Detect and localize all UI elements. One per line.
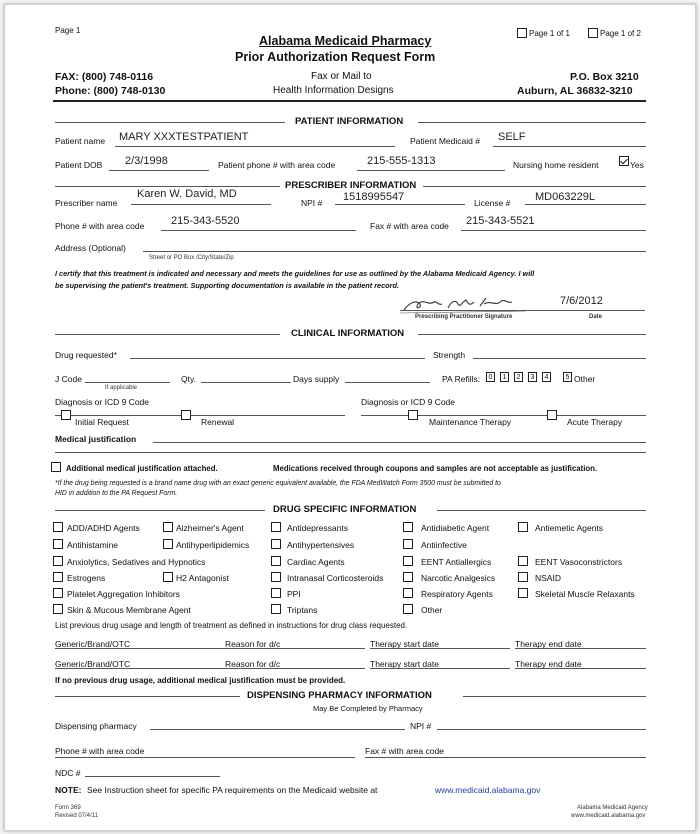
pharmacy-phone-line[interactable]	[55, 757, 355, 758]
prescriber-name-value[interactable]: Karen W. David, MD	[137, 188, 237, 200]
qty-line[interactable]	[201, 382, 291, 383]
prescriber-section-title: PRESCRIBER INFORMATION	[285, 180, 417, 191]
generic-line-1[interactable]	[55, 648, 225, 649]
antidiabetic-checkbox[interactable]	[403, 522, 413, 532]
justification-line[interactable]	[153, 442, 646, 443]
section-rule	[55, 334, 280, 335]
section-rule	[55, 186, 280, 187]
refill-box-5[interactable]: 5	[563, 372, 572, 382]
start-label-2: Therapy start date	[370, 659, 439, 669]
antihistamine-checkbox[interactable]	[53, 539, 63, 549]
patient-phone-value[interactable]: 215-555-1313	[367, 155, 436, 167]
antihyperlipidemics-label: Antihyperlipidemics	[176, 540, 250, 550]
reason-line-1[interactable]	[225, 648, 365, 649]
npi-label: NPI #	[301, 198, 323, 208]
prescriber-phone-label: Phone # with area code	[55, 221, 145, 231]
header-rule	[53, 100, 646, 102]
field-line	[357, 170, 505, 171]
refill-box-0[interactable]: 0	[486, 372, 495, 382]
field-line	[161, 230, 356, 231]
add-adhd-label: ADD/ADHD Agents	[67, 523, 140, 533]
maintenance-therapy-label: Maintenance Therapy	[429, 417, 512, 427]
drug-requested-line[interactable]	[130, 358, 425, 359]
city-zip: Auburn, AL 36832-3210	[517, 85, 633, 97]
drug-requested-label: Drug requested*	[55, 350, 117, 360]
antihypertensives-label: Antihypertensives	[287, 540, 355, 550]
initial-request-checkbox[interactable]	[61, 410, 71, 420]
reason-label-1: Reason for d/c	[225, 639, 281, 649]
page-1-of-2-label: Page 1 of 2	[600, 29, 641, 38]
end-label-2: Therapy end date	[515, 659, 582, 669]
end-label-1: Therapy end date	[515, 639, 582, 649]
signature-line	[400, 310, 645, 311]
ndc-line[interactable]	[85, 776, 220, 777]
antiemetic-label: Antiemetic Agents	[535, 523, 604, 533]
pharmacy-phone-label: Phone # with area code	[55, 746, 145, 756]
form-revised: Revised 07/4/11	[55, 813, 98, 819]
drug-specific-section-title: DRUG SPECIFIC INFORMATION	[273, 504, 417, 515]
renewal-checkbox[interactable]	[181, 410, 191, 420]
section-rule	[55, 122, 285, 123]
pharmacy-fax-line[interactable]	[365, 757, 646, 758]
pa-refills-label: PA Refills:	[442, 374, 481, 384]
refill-box-4[interactable]: 4	[542, 372, 551, 382]
note-text: See Instruction sheet for specific PA requirements on the Medicaid website at	[87, 785, 378, 795]
anxiolytics-label: Anxiolytics, Sedatives and Hypnotics	[67, 557, 206, 567]
strength-label: Strength	[433, 350, 466, 360]
cardiac-agents-label: Cardiac Agents	[287, 557, 345, 567]
jcode-line[interactable]	[85, 382, 170, 383]
prescriber-signature-image	[400, 292, 530, 316]
start-line-1[interactable]	[370, 648, 510, 649]
npi-value[interactable]: 1518995547	[343, 191, 405, 203]
eent-antiallergics-label: EENT Antiallergics	[421, 557, 492, 567]
pharmacy-npi-line[interactable]	[437, 729, 646, 730]
clinical-section-title: CLINICAL INFORMATION	[291, 328, 405, 339]
pharmacy-fax-label: Fax # with area code	[365, 746, 444, 756]
prescriber-phone-value[interactable]: 215-343-5520	[171, 215, 240, 227]
field-line	[115, 146, 395, 147]
generic-line-2[interactable]	[55, 668, 225, 669]
antidepressants-checkbox[interactable]	[271, 522, 281, 532]
other-drug-checkbox[interactable]	[403, 604, 413, 614]
footnote-1: *If the drug being requested is a brand name drug with an exact generic equivalent available, the FDA MedWatch Form 3500 must be submitted to	[55, 480, 501, 487]
dispensing-section-title: DISPENSING PHARMACY INFORMATION	[247, 690, 432, 701]
start-line-2[interactable]	[370, 668, 510, 669]
estrogens-label: Estrogens	[67, 573, 106, 583]
respiratory-agents-checkbox[interactable]	[403, 588, 413, 598]
note-label: NOTE:	[55, 785, 82, 795]
antidepressants-label: Antidepressants	[287, 523, 348, 533]
strength-line[interactable]	[473, 358, 646, 359]
ppi-label: PPI	[287, 589, 301, 599]
cardiac-agents-checkbox[interactable]	[271, 556, 281, 566]
patient-phone-label: Patient phone # with area code	[218, 160, 336, 170]
antiinfective-checkbox[interactable]	[403, 539, 413, 549]
ndc-label: NDC #	[55, 768, 81, 778]
start-label-1: Therapy start date	[370, 639, 439, 649]
skin-mucous-label: Skin & Mucous Membrane Agent	[67, 605, 191, 615]
section-rule	[423, 186, 646, 187]
patient-name-value[interactable]: MARY XXXTESTPATIENT	[119, 131, 249, 143]
platelet-label: Platelet Aggregation Inhibitors	[67, 589, 180, 599]
antihistamine-label: Antihistamine	[67, 540, 119, 550]
license-label: License #	[474, 198, 511, 208]
estrogens-checkbox[interactable]	[53, 572, 63, 582]
diagnosis-left-line[interactable]	[55, 415, 345, 416]
address-line[interactable]	[143, 251, 646, 252]
qty-label: Qty.	[181, 374, 196, 384]
days-supply-label: Days supply	[293, 374, 340, 384]
field-line	[109, 170, 209, 171]
license-value[interactable]: MD063229L	[535, 191, 595, 203]
diagnosis-right-line[interactable]	[361, 415, 646, 416]
skin-mucous-checkbox[interactable]	[53, 604, 63, 614]
section-rule	[418, 334, 646, 335]
field-line	[335, 204, 465, 205]
antidiabetic-label: Antidiabetic Agent	[421, 523, 490, 533]
renewal-label: Renewal	[201, 417, 235, 427]
patient-dob-label: Patient DOB	[55, 160, 103, 170]
antihypertensives-checkbox[interactable]	[271, 539, 281, 549]
refill-box-1[interactable]: 1	[500, 372, 509, 382]
narcotic-analgesics-checkbox[interactable]	[403, 572, 413, 582]
alzheimers-checkbox[interactable]	[163, 522, 173, 532]
prescriber-fax-value[interactable]: 215-343-5521	[466, 215, 535, 227]
certify-text-2: be supervising the patient's treatment. Supporting documentation is available in the patient record.	[55, 281, 399, 290]
respiratory-agents-label: Respiratory Agents	[421, 589, 493, 599]
generic-label-2: Generic/Brand/OTC	[55, 659, 131, 669]
nsaid-checkbox[interactable]	[518, 572, 528, 582]
acute-therapy-label: Acute Therapy	[567, 417, 623, 427]
page-1-of-2-checkbox[interactable]	[588, 28, 598, 38]
add-adhd-checkbox[interactable]	[53, 522, 63, 532]
section-rule	[55, 696, 240, 697]
nursing-home-checkbox[interactable]	[619, 156, 629, 166]
form-title: Alabama Medicaid Pharmacy	[259, 34, 432, 48]
patient-section-title: PATIENT INFORMATION	[295, 116, 404, 127]
org-name: Health Information Designs	[273, 85, 394, 96]
prescriber-fax-label: Fax # with area code	[370, 221, 449, 231]
page-1-of-1-checkbox[interactable]	[517, 28, 527, 38]
dispensing-pharmacy-label: Dispensing pharmacy	[55, 721, 137, 731]
footnote-2: HID in addition to the PA Request Form.	[55, 490, 178, 497]
form-number: Form 369	[55, 805, 81, 811]
reason-label-2: Reason for d/c	[225, 659, 281, 669]
if-applicable-hint: If applicable	[105, 385, 138, 391]
section-rule	[437, 510, 646, 511]
medical-justification-label: Medical justification	[55, 434, 137, 444]
other-drug-label: Other	[421, 605, 443, 615]
phone-number: Phone: (800) 748-0130	[55, 85, 166, 97]
form-subtitle: Prior Authorization Request Form	[235, 50, 436, 64]
initial-request-label: Initial Request	[75, 417, 129, 427]
ppi-checkbox[interactable]	[271, 588, 281, 598]
diagnosis-right-label: Diagnosis or ICD 9 Code	[361, 397, 456, 407]
triptans-checkbox[interactable]	[271, 604, 281, 614]
additional-justification-label: Additional medical justification attached.	[66, 464, 218, 473]
antiinfective-label: Antiinfective	[421, 540, 467, 550]
medicaid-website-link[interactable]: www.medicaid.alabama.gov	[435, 785, 541, 795]
pharmacy-npi-label: NPI #	[410, 721, 432, 731]
h2-antagonist-checkbox[interactable]	[163, 572, 173, 582]
section-rule	[418, 122, 646, 123]
end-line-1[interactable]	[515, 648, 646, 649]
field-line	[493, 146, 646, 147]
refill-box-2[interactable]: 2	[514, 372, 523, 382]
skeletal-muscle-label: Skeletal Muscle Relaxants	[535, 589, 635, 599]
jcode-label: J Code	[55, 374, 82, 384]
date-label: Date	[589, 314, 603, 320]
generic-label-1: Generic/Brand/OTC	[55, 639, 131, 649]
coupons-note: Medications received through coupons and samples are not acceptable as justification.	[273, 464, 598, 473]
certify-text-1: I certify that this treatment is indicated and necessary and meets the guidelines for use as outlined by the Alabama Medicaid Agency. I will	[55, 269, 535, 278]
additional-justification-checkbox[interactable]	[51, 462, 61, 472]
agency-name: Alabama Medicaid Agency	[577, 805, 648, 811]
list-previous-usage: List previous drug usage and length of treatment as defined in instructions for drug class requested.	[55, 621, 408, 630]
nsaid-label: NSAID	[535, 573, 561, 583]
signature-label: Prescribing Practitioner Signature	[415, 314, 513, 320]
section-rule	[55, 510, 265, 511]
dispensing-pharmacy-line[interactable]	[150, 729, 405, 730]
fax-mail-to: Fax or Mail to	[311, 71, 372, 82]
triptans-label: Triptans	[287, 605, 318, 615]
diagnosis-left-label: Diagnosis or ICD 9 Code	[55, 397, 150, 407]
address-label: Address (Optional)	[55, 243, 126, 253]
end-line-2[interactable]	[515, 668, 646, 669]
pa-form-page	[4, 4, 696, 831]
eent-vasoconstrictors-label: EENT Vasoconstrictors	[535, 557, 623, 567]
h2-antagonist-label: H2 Antagonist	[176, 573, 229, 583]
field-line	[461, 230, 646, 231]
signature-date-value[interactable]: 7/6/2012	[560, 295, 603, 307]
page-label: Page 1	[55, 26, 81, 35]
field-line	[525, 204, 646, 205]
days-supply-line[interactable]	[345, 382, 430, 383]
page-1-of-1-label: Page 1 of 1	[529, 29, 570, 38]
nursing-home-label: Nursing home resident	[513, 160, 599, 170]
justification-line[interactable]	[55, 452, 646, 453]
prescriber-name-label: Prescriber name	[55, 198, 118, 208]
narcotic-analgesics-label: Narcotic Analgesics	[421, 573, 496, 583]
agency-website: www.medicaid.alabama.gov	[571, 813, 646, 819]
alzheimers-label: Alzheimer's Agent	[176, 523, 244, 533]
address-hint: Street or PO Box /City/State/Zip	[149, 255, 234, 261]
patient-medicaid-label: Patient Medicaid #	[410, 136, 480, 146]
antiemetic-checkbox[interactable]	[518, 522, 528, 532]
intranasal-label: Intranasal Corticosteroids	[287, 573, 384, 583]
eent-vasoconstrictors-checkbox[interactable]	[518, 556, 528, 566]
patient-name-label: Patient name	[55, 136, 106, 146]
patient-dob-value[interactable]: 2/3/1998	[125, 155, 168, 167]
section-rule	[463, 696, 646, 697]
no-previous-usage-note: If no previous drug usage, additional medical justification must be provided.	[55, 676, 346, 685]
field-line	[131, 204, 271, 205]
maintenance-therapy-checkbox[interactable]	[408, 410, 418, 420]
po-box: P.O. Box 3210	[570, 71, 639, 83]
eent-antiallergics-checkbox[interactable]	[403, 556, 413, 566]
acute-therapy-checkbox[interactable]	[547, 410, 557, 420]
dispensing-subtitle: May Be Completed by Pharmacy	[313, 704, 423, 713]
patient-medicaid-value[interactable]: SELF	[498, 131, 526, 143]
nursing-yes-label: Yes	[630, 160, 644, 170]
refill-box-3[interactable]: 3	[528, 372, 537, 382]
intranasal-checkbox[interactable]	[271, 572, 281, 582]
antihyperlipidemics-checkbox[interactable]	[163, 539, 173, 549]
reason-line-2[interactable]	[225, 668, 365, 669]
other-refills-label: Other	[574, 374, 596, 384]
fax-number: FAX: (800) 748-0116	[55, 71, 154, 83]
skeletal-muscle-checkbox[interactable]	[518, 588, 528, 598]
anxiolytics-checkbox[interactable]	[53, 556, 63, 566]
platelet-checkbox[interactable]	[53, 588, 63, 598]
